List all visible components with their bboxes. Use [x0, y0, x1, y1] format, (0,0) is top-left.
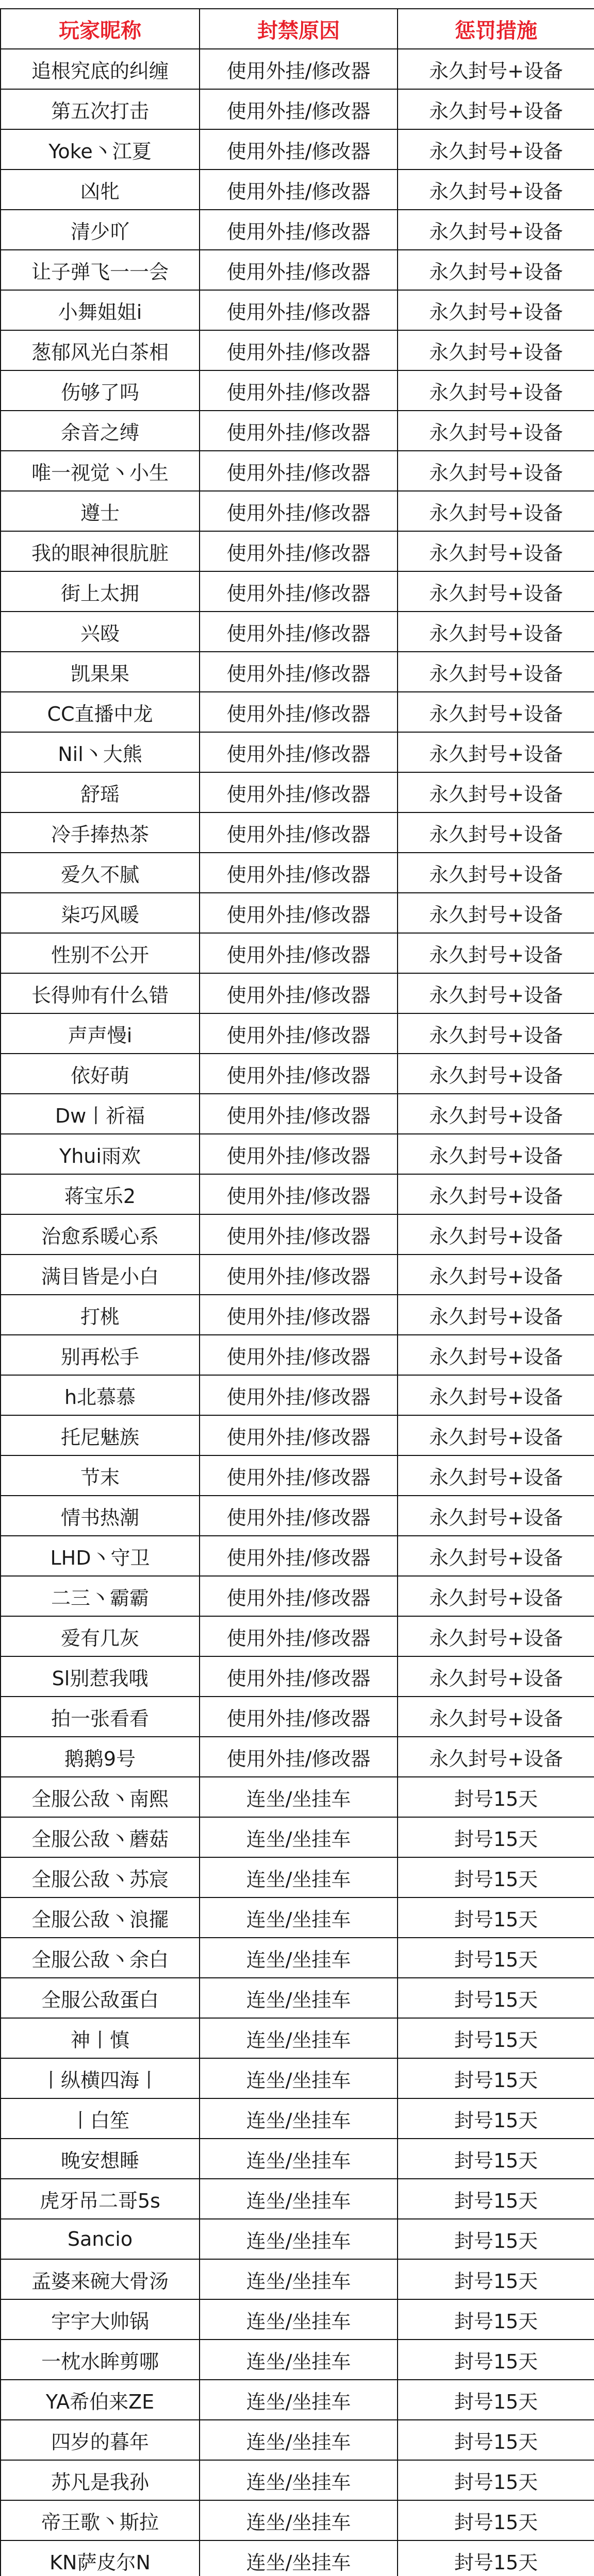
ban-reason-cell: 使用外挂/修改器 [200, 1455, 398, 1496]
ban-reason-cell: 使用外挂/修改器 [200, 933, 398, 973]
table-row [1, 1978, 594, 2018]
player-nickname-cell: Dw丨祈福 [1, 1094, 200, 1134]
table-row [1, 1134, 594, 1174]
ban-reason-cell: 连坐/坐挂车 [200, 2540, 398, 2576]
player-nickname-cell: 帝王歌丶斯拉 [1, 2500, 200, 2540]
ban-reason-cell: 使用外挂/修改器 [200, 1013, 398, 1054]
penalty-cell: 永久封号+设备 [398, 129, 594, 170]
player-nickname-cell: 我的眼神很肮脏 [1, 531, 200, 571]
table-row [1, 692, 594, 732]
player-nickname-cell: 余音之缚 [1, 411, 200, 451]
table-row [1, 2058, 594, 2098]
penalty-cell: 封号15天 [398, 2259, 594, 2299]
player-nickname-cell: YA希伯来ZE [1, 2380, 200, 2420]
player-nickname-cell: 冷手捧热茶 [1, 812, 200, 853]
player-nickname-cell: 爱久不腻 [1, 853, 200, 893]
penalty-cell: 永久封号+设备 [398, 1255, 594, 1295]
ban-reason-cell: 使用外挂/修改器 [200, 571, 398, 612]
table-row [1, 2299, 594, 2340]
player-nickname-cell: KN萨皮尔N [1, 2540, 200, 2576]
ban-reason-cell: 连坐/坐挂车 [200, 2299, 398, 2340]
penalty-cell: 永久封号+设备 [398, 1214, 594, 1255]
player-nickname-cell: 全服公敌蛋白 [1, 1978, 200, 2018]
player-nickname-cell: Nil丶大熊 [1, 732, 200, 772]
ban-reason-cell: 使用外挂/修改器 [200, 89, 398, 129]
cropped-caption-strip [0, 0, 594, 8]
ban-reason-cell: 使用外挂/修改器 [200, 612, 398, 652]
ban-reason-cell: 使用外挂/修改器 [200, 1335, 398, 1375]
penalty-cell: 永久封号+设备 [398, 290, 594, 330]
player-nickname-cell: 遵士 [1, 491, 200, 531]
ban-reason-cell: 使用外挂/修改器 [200, 692, 398, 732]
penalty-cell: 永久封号+设备 [398, 1054, 594, 1094]
ban-reason-cell: 使用外挂/修改器 [200, 893, 398, 933]
penalty-cell: 封号15天 [398, 2139, 594, 2179]
ban-reason-cell: 连坐/坐挂车 [200, 2460, 398, 2500]
penalty-cell: 封号15天 [398, 1938, 594, 1978]
table-row [1, 1536, 594, 1576]
player-nickname-cell: 全服公敌丶余白 [1, 1938, 200, 1978]
ban-reason-cell: 使用外挂/修改器 [200, 1697, 398, 1737]
penalty-cell: 永久封号+设备 [398, 612, 594, 652]
penalty-cell: 永久封号+设备 [398, 1536, 594, 1576]
table-row [1, 973, 594, 1013]
player-nickname-cell: 凶牝 [1, 170, 200, 210]
penalty-cell: 永久封号+设备 [398, 89, 594, 129]
ban-reason-cell: 使用外挂/修改器 [200, 652, 398, 692]
player-nickname-cell: 小舞姐姐i [1, 290, 200, 330]
player-nickname-cell: 清少吖 [1, 210, 200, 250]
penalty-cell: 永久封号+设备 [398, 250, 594, 290]
penalty-cell: 永久封号+设备 [398, 1415, 594, 1455]
ban-reason-cell: 使用外挂/修改器 [200, 973, 398, 1013]
player-nickname-cell: 丨纵横四海丨 [1, 2058, 200, 2098]
ban-reason-cell: 使用外挂/修改器 [200, 1295, 398, 1335]
player-nickname-cell: 舒瑶 [1, 772, 200, 812]
table-row [1, 370, 594, 411]
player-nickname-cell: Yoke丶江夏 [1, 129, 200, 170]
table-row [1, 451, 594, 491]
table-row [1, 1013, 594, 1054]
penalty-cell: 封号15天 [398, 2058, 594, 2098]
penalty-cell: 封号15天 [398, 2340, 594, 2380]
penalty-cell: 永久封号+设备 [398, 1335, 594, 1375]
penalty-cell: 封号15天 [398, 1978, 594, 2018]
penalty-cell: 永久封号+设备 [398, 812, 594, 853]
ban-reason-cell: 使用外挂/修改器 [200, 812, 398, 853]
table-row [1, 1375, 594, 1415]
player-nickname-cell: 伤够了吗 [1, 370, 200, 411]
penalty-cell: 封号15天 [398, 1817, 594, 1857]
penalty-cell: 永久封号+设备 [398, 330, 594, 370]
ban-reason-cell: 使用外挂/修改器 [200, 250, 398, 290]
penalty-cell: 封号15天 [398, 2018, 594, 2058]
table-row [1, 411, 594, 451]
penalty-cell: 永久封号+设备 [398, 1295, 594, 1335]
penalty-cell: 永久封号+设备 [398, 411, 594, 451]
ban-reason-cell: 使用外挂/修改器 [200, 1616, 398, 1656]
player-nickname-cell: 全服公敌丶苏宸 [1, 1857, 200, 1897]
ban-reason-cell: 连坐/坐挂车 [200, 2380, 398, 2420]
table-row [1, 2259, 594, 2299]
ban-reason-cell: 连坐/坐挂车 [200, 1817, 398, 1857]
player-nickname-cell: 丨白笙 [1, 2098, 200, 2139]
table-row [1, 290, 594, 330]
penalty-cell: 永久封号+设备 [398, 451, 594, 491]
penalty-cell: 永久封号+设备 [398, 1616, 594, 1656]
penalty-cell: 永久封号+设备 [398, 652, 594, 692]
table-row [1, 1817, 594, 1857]
ban-reason-cell: 使用外挂/修改器 [200, 1255, 398, 1295]
player-nickname-cell: 晚安想睡 [1, 2139, 200, 2179]
table-row [1, 652, 594, 692]
ban-reason-cell: 连坐/坐挂车 [200, 1978, 398, 2018]
ban-reason-cell: 使用外挂/修改器 [200, 210, 398, 250]
table-row [1, 893, 594, 933]
ban-reason-cell: 连坐/坐挂车 [200, 2098, 398, 2139]
table-row [1, 1174, 594, 1214]
table-row [1, 1576, 594, 1616]
player-nickname-cell: 二三丶霸霸 [1, 1576, 200, 1616]
penalty-cell: 永久封号+设备 [398, 893, 594, 933]
table-row [1, 2018, 594, 2058]
table-row [1, 1415, 594, 1455]
ban-reason-cell: 使用外挂/修改器 [200, 772, 398, 812]
ban-reason-cell: 连坐/坐挂车 [200, 1938, 398, 1978]
penalty-cell: 永久封号+设备 [398, 933, 594, 973]
player-nickname-cell: Sancio [1, 2219, 200, 2259]
ban-reason-cell: 使用外挂/修改器 [200, 129, 398, 170]
table-row [1, 1656, 594, 1697]
table-row [1, 531, 594, 571]
header-player-nickname: 玩家昵称 [1, 9, 200, 49]
ban-reason-cell: 使用外挂/修改器 [200, 1134, 398, 1174]
penalty-cell: 永久封号+设备 [398, 732, 594, 772]
penalty-cell: 封号15天 [398, 1857, 594, 1897]
penalty-cell: 永久封号+设备 [398, 1576, 594, 1616]
table-row [1, 772, 594, 812]
player-nickname-cell: 爱有几灰 [1, 1616, 200, 1656]
ban-reason-cell: 使用外挂/修改器 [200, 1415, 398, 1455]
ban-reason-cell: 使用外挂/修改器 [200, 1737, 398, 1777]
penalty-cell: 永久封号+设备 [398, 531, 594, 571]
penalty-cell: 封号15天 [398, 2299, 594, 2340]
penalty-cell: 永久封号+设备 [398, 1134, 594, 1174]
table-row [1, 812, 594, 853]
player-nickname-cell: 拍一张看看 [1, 1697, 200, 1737]
table-row [1, 1214, 594, 1255]
table-row [1, 1897, 594, 1938]
penalty-cell: 封号15天 [398, 2460, 594, 2500]
table-row [1, 2219, 594, 2259]
ban-list-table [0, 8, 594, 2576]
player-nickname-cell: Yhui雨欢 [1, 1134, 200, 1174]
table-row [1, 330, 594, 370]
player-nickname-cell: h北慕慕 [1, 1375, 200, 1415]
table-row [1, 2540, 594, 2576]
penalty-cell: 封号15天 [398, 2500, 594, 2540]
table-row [1, 1054, 594, 1094]
penalty-cell: 永久封号+设备 [398, 1656, 594, 1697]
table-row [1, 1295, 594, 1335]
ban-reason-cell: 使用外挂/修改器 [200, 330, 398, 370]
penalty-cell: 永久封号+设备 [398, 1496, 594, 1536]
penalty-cell: 封号15天 [398, 2219, 594, 2259]
table-row [1, 2340, 594, 2380]
table-row [1, 732, 594, 772]
table-row [1, 933, 594, 973]
penalty-cell: 永久封号+设备 [398, 491, 594, 531]
player-nickname-cell: 满目皆是小白 [1, 1255, 200, 1295]
ban-reason-cell: 使用外挂/修改器 [200, 1375, 398, 1415]
ban-reason-cell: 使用外挂/修改器 [200, 491, 398, 531]
player-nickname-cell: 全服公敌丶蘑菇 [1, 1817, 200, 1857]
penalty-cell: 封号15天 [398, 2098, 594, 2139]
player-nickname-cell: 治愈系暖心系 [1, 1214, 200, 1255]
ban-reason-cell: 连坐/坐挂车 [200, 2340, 398, 2380]
player-nickname-cell: 神丨慎 [1, 2018, 200, 2058]
player-nickname-cell: 托尼魅族 [1, 1415, 200, 1455]
player-nickname-cell: 兴殴 [1, 612, 200, 652]
player-nickname-cell: 让子弹飞一一会 [1, 250, 200, 290]
penalty-cell: 永久封号+设备 [398, 210, 594, 250]
ban-reason-cell: 连坐/坐挂车 [200, 2219, 398, 2259]
table-row [1, 2098, 594, 2139]
ban-reason-cell: 使用外挂/修改器 [200, 1496, 398, 1536]
table-row [1, 1335, 594, 1375]
table-row [1, 2139, 594, 2179]
table-row [1, 170, 594, 210]
player-nickname-cell: 全服公敌丶南熙 [1, 1777, 200, 1817]
penalty-cell: 永久封号+设备 [398, 49, 594, 89]
ban-reason-cell: 使用外挂/修改器 [200, 1094, 398, 1134]
penalty-cell: 永久封号+设备 [398, 692, 594, 732]
ban-reason-cell: 使用外挂/修改器 [200, 853, 398, 893]
ban-reason-cell: 连坐/坐挂车 [200, 2139, 398, 2179]
table-row [1, 1697, 594, 1737]
player-nickname-cell: 第五次打击 [1, 89, 200, 129]
penalty-cell: 永久封号+设备 [398, 1094, 594, 1134]
penalty-cell: 封号15天 [398, 2380, 594, 2420]
player-nickname-cell: 性别不公开 [1, 933, 200, 973]
penalty-cell: 封号15天 [398, 2179, 594, 2219]
penalty-cell: 永久封号+设备 [398, 170, 594, 210]
penalty-cell: 永久封号+设备 [398, 370, 594, 411]
penalty-cell: 永久封号+设备 [398, 571, 594, 612]
table-row [1, 1616, 594, 1656]
ban-reason-cell: 连坐/坐挂车 [200, 2058, 398, 2098]
ban-reason-cell: 使用外挂/修改器 [200, 49, 398, 89]
player-nickname-cell: 鹅鹅9号 [1, 1737, 200, 1777]
penalty-cell: 封号15天 [398, 2540, 594, 2576]
table-body [1, 49, 594, 2576]
ban-reason-cell: 连坐/坐挂车 [200, 2259, 398, 2299]
ban-reason-cell: 使用外挂/修改器 [200, 732, 398, 772]
ban-reason-cell: 使用外挂/修改器 [200, 1576, 398, 1616]
table-row [1, 210, 594, 250]
player-nickname-cell: 一枕水眸剪哪 [1, 2340, 200, 2380]
player-nickname-cell: 苏凡是我孙 [1, 2460, 200, 2500]
table-row [1, 1737, 594, 1777]
ban-reason-cell: 连坐/坐挂车 [200, 1897, 398, 1938]
player-nickname-cell: 葱郁风光白茶相 [1, 330, 200, 370]
penalty-cell: 永久封号+设备 [398, 1174, 594, 1214]
player-nickname-cell: 依好萌 [1, 1054, 200, 1094]
ban-reason-cell: 使用外挂/修改器 [200, 1536, 398, 1576]
header-ban-reason: 封禁原因 [200, 9, 398, 49]
table-row [1, 1255, 594, 1295]
penalty-cell: 永久封号+设备 [398, 853, 594, 893]
table-header [1, 9, 594, 49]
ban-reason-cell: 连坐/坐挂车 [200, 2500, 398, 2540]
penalty-cell: 封号15天 [398, 1897, 594, 1938]
player-nickname-cell: 长得帅有什么错 [1, 973, 200, 1013]
table-row [1, 1496, 594, 1536]
player-nickname-cell: 唯一视觉丶小生 [1, 451, 200, 491]
player-nickname-cell: 街上太拥 [1, 571, 200, 612]
penalty-cell: 永久封号+设备 [398, 1013, 594, 1054]
table-row [1, 1938, 594, 1978]
player-nickname-cell: 孟婆来碗大骨汤 [1, 2259, 200, 2299]
player-nickname-cell: CC直播中龙 [1, 692, 200, 732]
table-row [1, 2420, 594, 2460]
player-nickname-cell: 节末 [1, 1455, 200, 1496]
ban-reason-cell: 使用外挂/修改器 [200, 411, 398, 451]
player-nickname-cell: 四岁的暮年 [1, 2420, 200, 2460]
penalty-cell: 封号15天 [398, 2420, 594, 2460]
ban-reason-cell: 连坐/坐挂车 [200, 2018, 398, 2058]
table-row [1, 853, 594, 893]
ban-reason-cell: 使用外挂/修改器 [200, 170, 398, 210]
penalty-cell: 永久封号+设备 [398, 1737, 594, 1777]
player-nickname-cell: LHD丶守卫 [1, 1536, 200, 1576]
penalty-cell: 永久封号+设备 [398, 772, 594, 812]
table-row [1, 1094, 594, 1134]
player-nickname-cell: Sl别惹我哦 [1, 1656, 200, 1697]
penalty-cell: 永久封号+设备 [398, 1375, 594, 1415]
ban-reason-cell: 使用外挂/修改器 [200, 1054, 398, 1094]
table-row [1, 571, 594, 612]
table-row [1, 250, 594, 290]
ban-reason-cell: 使用外挂/修改器 [200, 290, 398, 330]
player-nickname-cell: 虎牙吊二哥5s [1, 2179, 200, 2219]
table-row [1, 612, 594, 652]
player-nickname-cell: 柒巧风暖 [1, 893, 200, 933]
player-nickname-cell: 蒋宝乐2 [1, 1174, 200, 1214]
player-nickname-cell: 凯果果 [1, 652, 200, 692]
ban-reason-cell: 使用外挂/修改器 [200, 1174, 398, 1214]
ban-reason-cell: 连坐/坐挂车 [200, 2179, 398, 2219]
ban-reason-cell: 使用外挂/修改器 [200, 451, 398, 491]
penalty-cell: 封号15天 [398, 1777, 594, 1817]
player-nickname-cell: 宇宇大帅锅 [1, 2299, 200, 2340]
ban-reason-cell: 连坐/坐挂车 [200, 1777, 398, 1817]
penalty-cell: 永久封号+设备 [398, 973, 594, 1013]
penalty-cell: 永久封号+设备 [398, 1697, 594, 1737]
table-row [1, 491, 594, 531]
player-nickname-cell: 追根究底的纠缠 [1, 49, 200, 89]
header-row [1, 9, 594, 49]
ban-reason-cell: 使用外挂/修改器 [200, 1656, 398, 1697]
table-row [1, 49, 594, 89]
table-row [1, 2460, 594, 2500]
player-nickname-cell: 情书热潮 [1, 1496, 200, 1536]
player-nickname-cell: 全服公敌丶浪擺 [1, 1897, 200, 1938]
ban-reason-cell: 使用外挂/修改器 [200, 370, 398, 411]
table-row [1, 2500, 594, 2540]
table-row [1, 89, 594, 129]
table-row [1, 1455, 594, 1496]
player-nickname-cell: 打桃 [1, 1295, 200, 1335]
player-nickname-cell: 声声慢i [1, 1013, 200, 1054]
table-row [1, 1777, 594, 1817]
table-row [1, 2380, 594, 2420]
table-row [1, 2179, 594, 2219]
penalty-cell: 永久封号+设备 [398, 1455, 594, 1496]
table-row [1, 1857, 594, 1897]
player-nickname-cell: 别再松手 [1, 1335, 200, 1375]
header-penalty: 惩罚措施 [398, 9, 594, 49]
ban-reason-cell: 连坐/坐挂车 [200, 2420, 398, 2460]
ban-reason-cell: 使用外挂/修改器 [200, 531, 398, 571]
ban-reason-cell: 连坐/坐挂车 [200, 1857, 398, 1897]
ban-reason-cell: 使用外挂/修改器 [200, 1214, 398, 1255]
table-row [1, 129, 594, 170]
